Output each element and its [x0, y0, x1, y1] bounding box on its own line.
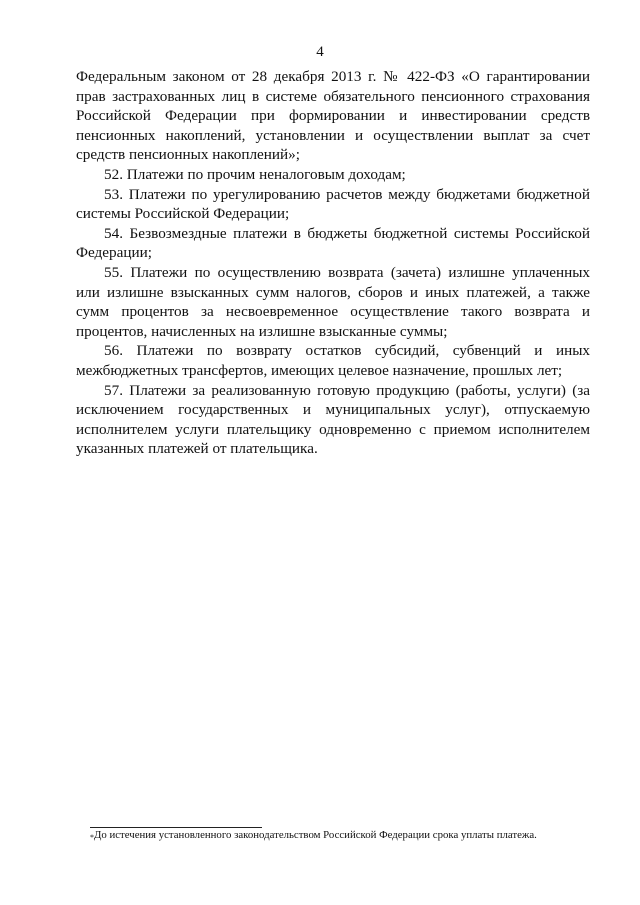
- footnote: [90, 829, 610, 842]
- paragraph-item-55: 55. Платежи по осуществлению возврата (зачета) излишне уплаченных или излишне взысканных сумм налогов, сборов и иных платежей, а также сумм процентов за несвоевременное осуществление такого возврата и процентов, начисленных на излишне взысканные суммы;: [76, 263, 590, 340]
- paragraph-item-57: 57. Платежи за реализованную готовую продукцию (работы, услуги) (за исключением государственных и муниципальных услуг), отпускаемую исполнителем услуги плательщику одновременно с приемом исполнителем указанных платежей от плательщика.: [76, 381, 590, 458]
- document-body: [76, 67, 590, 459]
- paragraph-item-56: 56. Платежи по возврату остатков субсидий, субвенций и иных межбюджетных трансфертов, имеющих целевое назначение, прошлых лет;: [76, 342, 590, 379]
- paragraph-item-53: 53. Платежи по урегулированию расчетов между бюджетами бюджетной системы Российской Федерации;: [76, 185, 590, 223]
- page-number: 4: [316, 44, 324, 60]
- paragraph-item-54: 54. Безвозмездные платежи в бюджеты бюджетной системы Российской Федерации;: [76, 224, 590, 262]
- footnote-divider: [90, 827, 262, 828]
- footnote-marker: *: [90, 833, 94, 842]
- paragraph-item-52: 52. Платежи по прочим неналоговым доходам;: [104, 165, 406, 183]
- footnote-text: До истечения установленного законодательством Российской Федерации срока уплаты платежа.: [94, 829, 537, 841]
- paragraph-continuation: Федеральным законом от 28 декабря 2013 г. № 422-ФЗ «О гарантировании прав застрахованных лиц в системе обязательного пенсионного страхования Российской Федерации при формировании и инвестировании средств пенсионных накоплений, установлении и осуществлении выплат за счет средств пенсионных накоплений»;: [76, 68, 590, 164]
